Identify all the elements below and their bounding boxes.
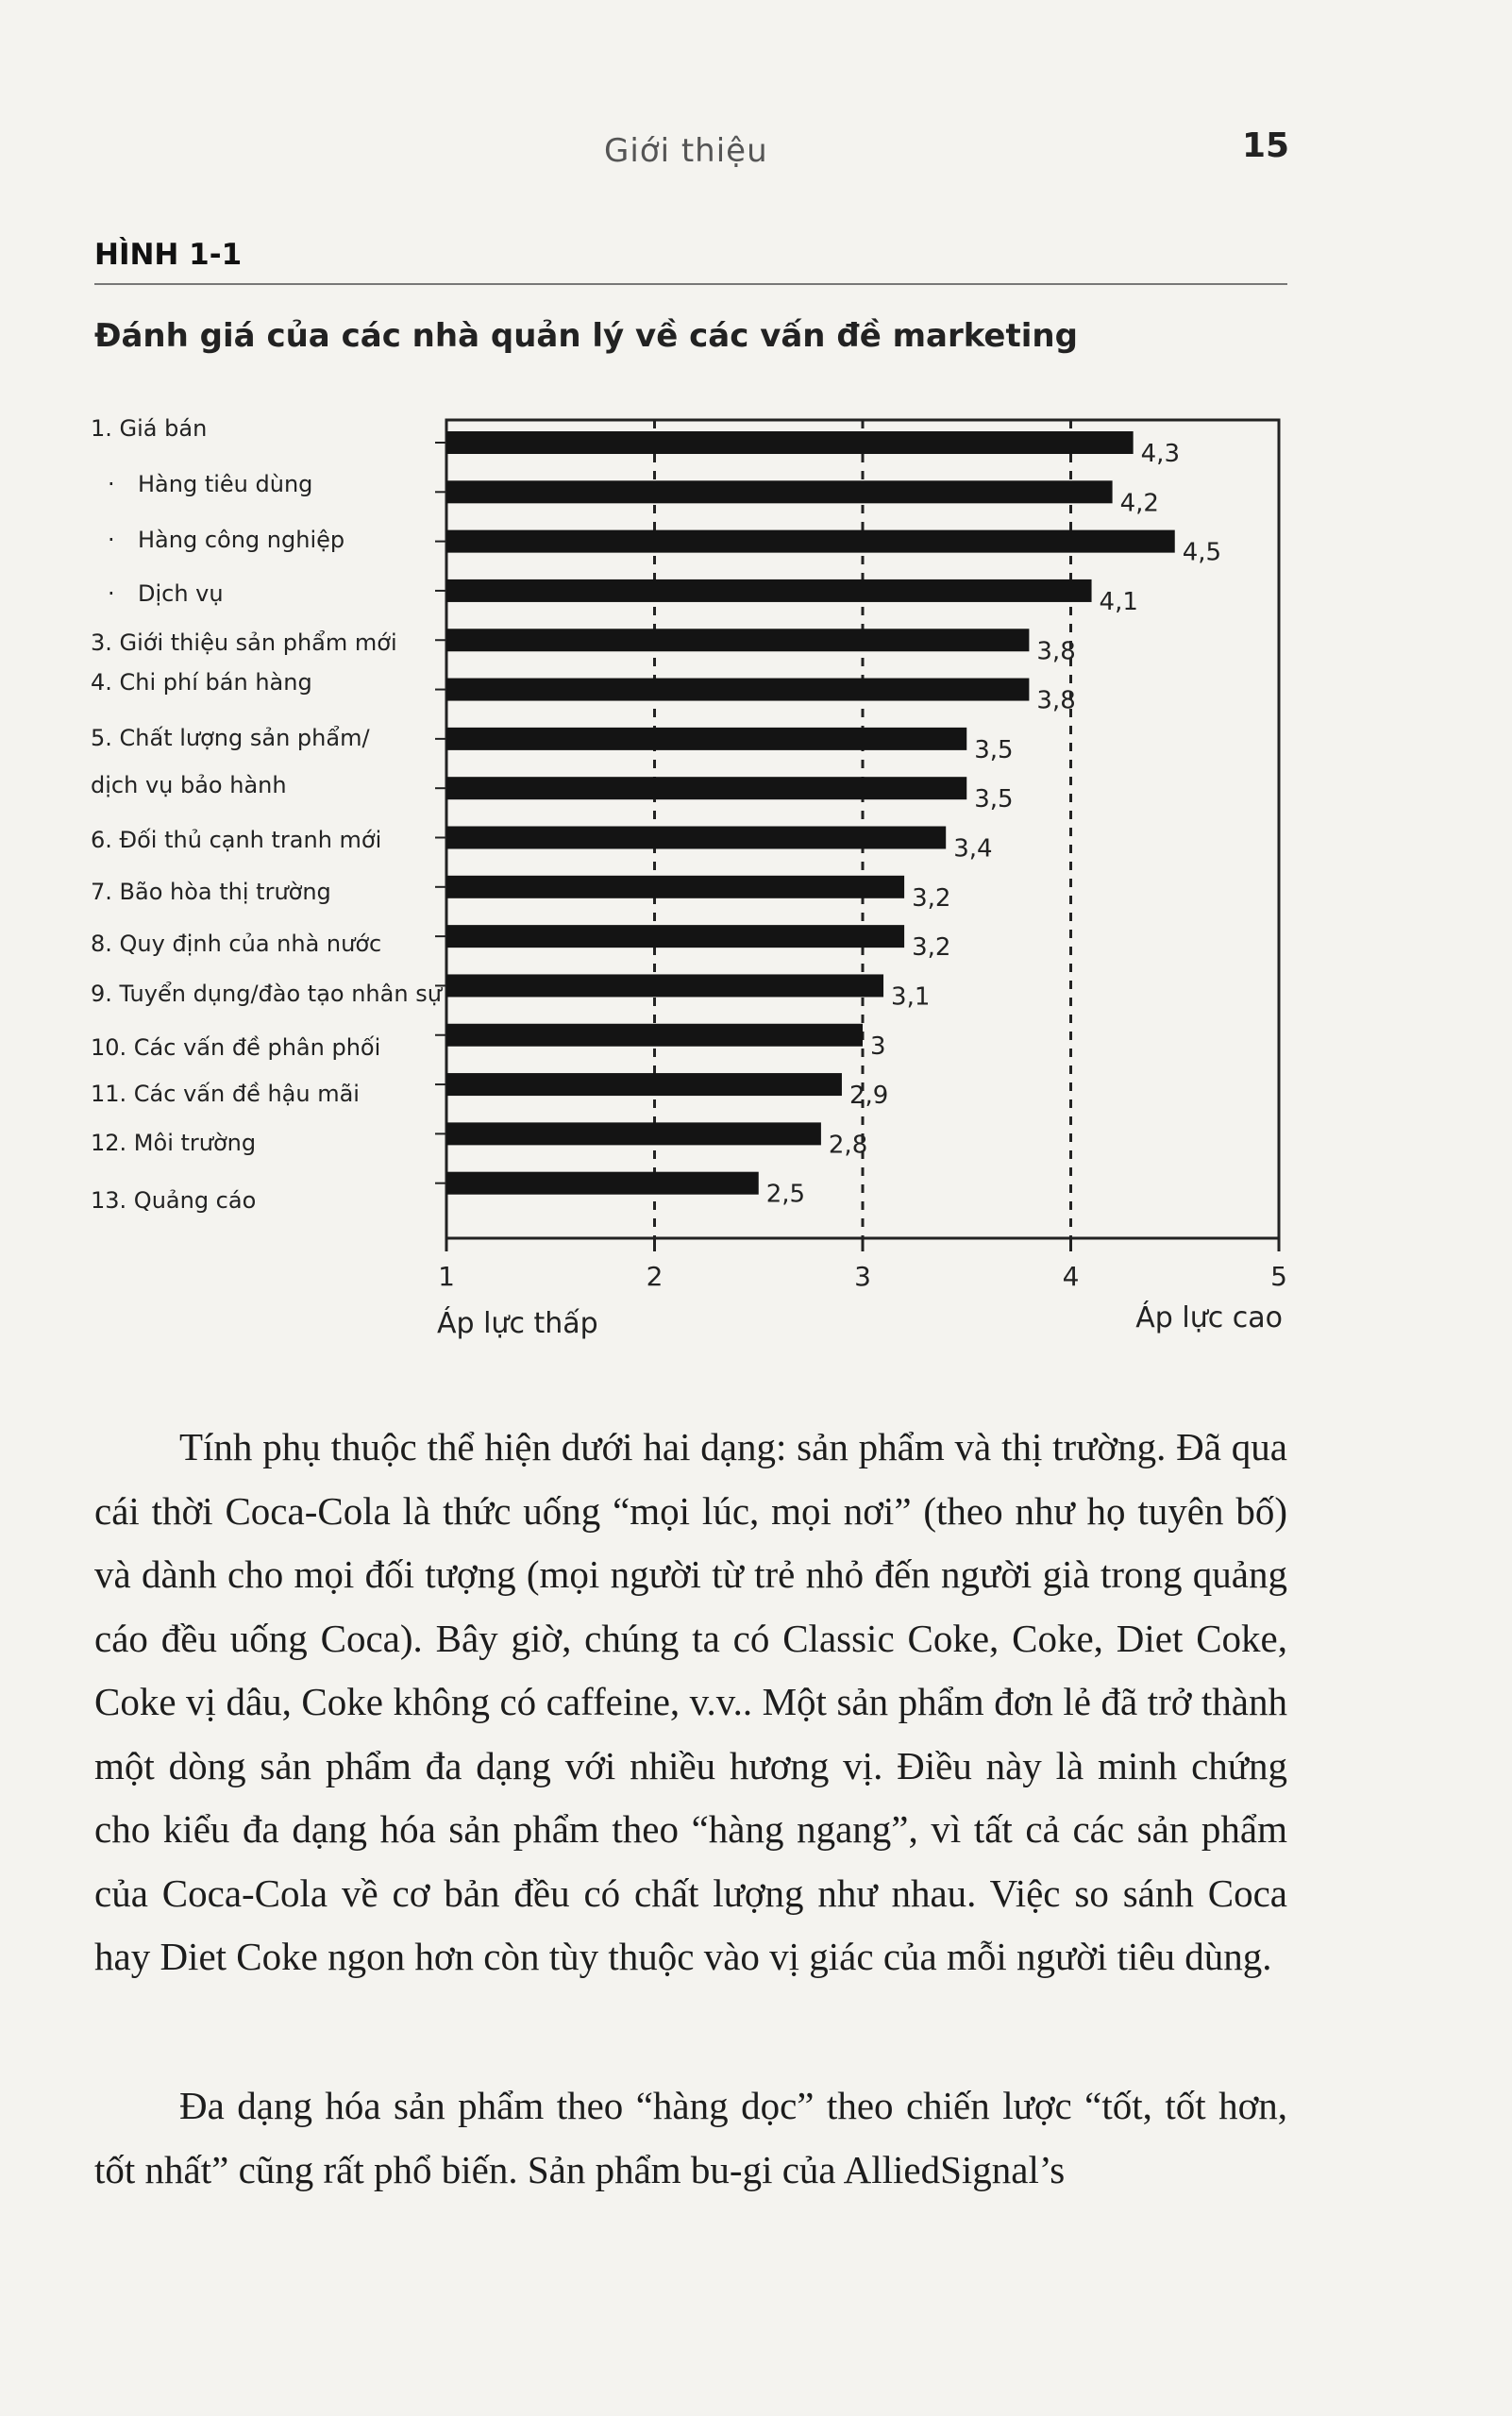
bar bbox=[446, 679, 1029, 701]
body-paragraph-2 bbox=[94, 2074, 1287, 2202]
bar-value-label: 2,8 bbox=[828, 1131, 868, 1160]
bar bbox=[446, 480, 1113, 503]
bar bbox=[446, 974, 883, 997]
bar bbox=[446, 1172, 759, 1195]
bar-value-label: 3,8 bbox=[1036, 637, 1076, 666]
bar bbox=[446, 728, 966, 750]
body-paragraph-1 bbox=[94, 1416, 1287, 1989]
x-tick-label: 4 bbox=[1062, 1261, 1080, 1292]
bar bbox=[446, 1073, 842, 1096]
x-tick-label: 1 bbox=[438, 1261, 455, 1292]
category-label: 7. Bão hòa thị trường bbox=[91, 879, 331, 905]
category-label: Hàng công nghiệp bbox=[138, 527, 345, 553]
bar bbox=[446, 827, 946, 849]
paragraph-text: Tính phụ thuộc thể hiện dưới hai dạng: sản phẩm và thị trường. Đã qua cái thời Coca-Cola là thức uống “mọi lúc, mọi nơi” (theo như họ tuyên bố) và dành cho mọi đối tượng (mọi người từ trẻ nhỏ đến người già trong quảng cáo đều uống Coca). Bây giờ, chúng ta có Classic Coke, Coke, Diet Coke, Coke vị dâu, Coke không có caffeine, v.v.. Một sản phẩm đơn lẻ đã trở thành một dòng sản phẩm đa dạng với nhiều hương vị. Điều này là minh chứng cho kiểu đa dạng hóa sản phẩm theo “hàng ngang”, vì tất cả các sản phẩm của Coca-Cola về cơ bản đều có chất lượng như nhau. Việc so sánh Coca hay Diet Coke ngon hơn còn tùy thuộc vào vị giác của mỗi người tiêu dùng. bbox=[94, 1425, 1287, 1978]
category-label: 9. Tuyển dụng/đào tạo nhân sự bbox=[91, 981, 442, 1007]
category-label: Hàng tiêu dùng bbox=[138, 471, 313, 497]
bar-value-label: 2,5 bbox=[765, 1180, 806, 1209]
bar-value-label: 3 bbox=[870, 1032, 886, 1061]
bar-value-label: 3,4 bbox=[953, 834, 993, 864]
bar bbox=[446, 629, 1029, 651]
bar-value-label: 4,3 bbox=[1140, 440, 1181, 468]
category-label: dịch vụ bảo hành bbox=[91, 772, 287, 798]
bullet-dot: · bbox=[108, 527, 115, 553]
bar-value-label: 3,5 bbox=[974, 785, 1014, 814]
category-label: 11. Các vấn đề hậu mãi bbox=[91, 1081, 360, 1107]
bar-value-label: 4,2 bbox=[1119, 489, 1159, 518]
bar bbox=[446, 1122, 821, 1145]
bar bbox=[446, 1024, 863, 1047]
bar-value-label: 3,8 bbox=[1036, 686, 1076, 715]
bar bbox=[446, 431, 1134, 454]
bar-value-label: 3,2 bbox=[912, 883, 951, 913]
bar bbox=[446, 579, 1092, 602]
bar bbox=[446, 925, 904, 948]
bullet-dot: · bbox=[108, 471, 115, 497]
x-tick-label: 3 bbox=[854, 1261, 871, 1292]
bar-value-label: 4,1 bbox=[1099, 587, 1138, 616]
category-label: 3. Giới thiệu sản phẩm mới bbox=[91, 629, 397, 656]
category-label: 6. Đối thủ cạnh tranh mới bbox=[91, 827, 382, 853]
bar bbox=[446, 876, 904, 898]
category-label: 8. Quy định của nhà nước bbox=[91, 931, 382, 957]
category-label: 13. Quảng cáo bbox=[91, 1187, 257, 1214]
x-axis-label-low: Áp lực thấp bbox=[437, 1307, 598, 1340]
figure-title: Đánh giá của các nhà quản lý về các vấn đề marketing bbox=[94, 317, 1078, 355]
bar bbox=[446, 777, 966, 799]
bar-value-label: 2,9 bbox=[848, 1082, 889, 1111]
x-axis-label-high: Áp lực cao bbox=[1135, 1301, 1283, 1334]
bar-value-label: 3,1 bbox=[891, 982, 931, 1012]
bullet-dot: · bbox=[108, 580, 115, 607]
running-header-chapter: Giới thiệu bbox=[604, 132, 768, 170]
bar-value-label: 3,5 bbox=[974, 735, 1014, 764]
bar bbox=[446, 530, 1175, 553]
figure-label: HÌNH 1-1 bbox=[94, 238, 243, 272]
category-label: 4. Chi phí bán hàng bbox=[91, 669, 312, 696]
page-number: 15 bbox=[1242, 126, 1290, 165]
category-label: 5. Chất lượng sản phẩm/ bbox=[91, 725, 370, 751]
x-tick-label: 2 bbox=[646, 1261, 664, 1292]
category-label: Dịch vụ bbox=[138, 580, 224, 607]
bar-value-label: 4,5 bbox=[1182, 538, 1222, 567]
category-label: 12. Môi trường bbox=[91, 1130, 257, 1156]
category-label: 1. Giá bán bbox=[91, 415, 208, 442]
x-tick-label: 5 bbox=[1270, 1261, 1287, 1292]
paragraph-text: Đa dạng hóa sản phẩm theo “hàng dọc” theo chiến lược “tốt, tốt hơn, tốt nhất” cũng rất phổ biến. Sản phẩm bu-gi của AlliedSignal’s bbox=[94, 2084, 1287, 2191]
bar-value-label: 3,2 bbox=[912, 933, 951, 963]
category-label: 10. Các vấn đề phân phối bbox=[91, 1034, 381, 1061]
